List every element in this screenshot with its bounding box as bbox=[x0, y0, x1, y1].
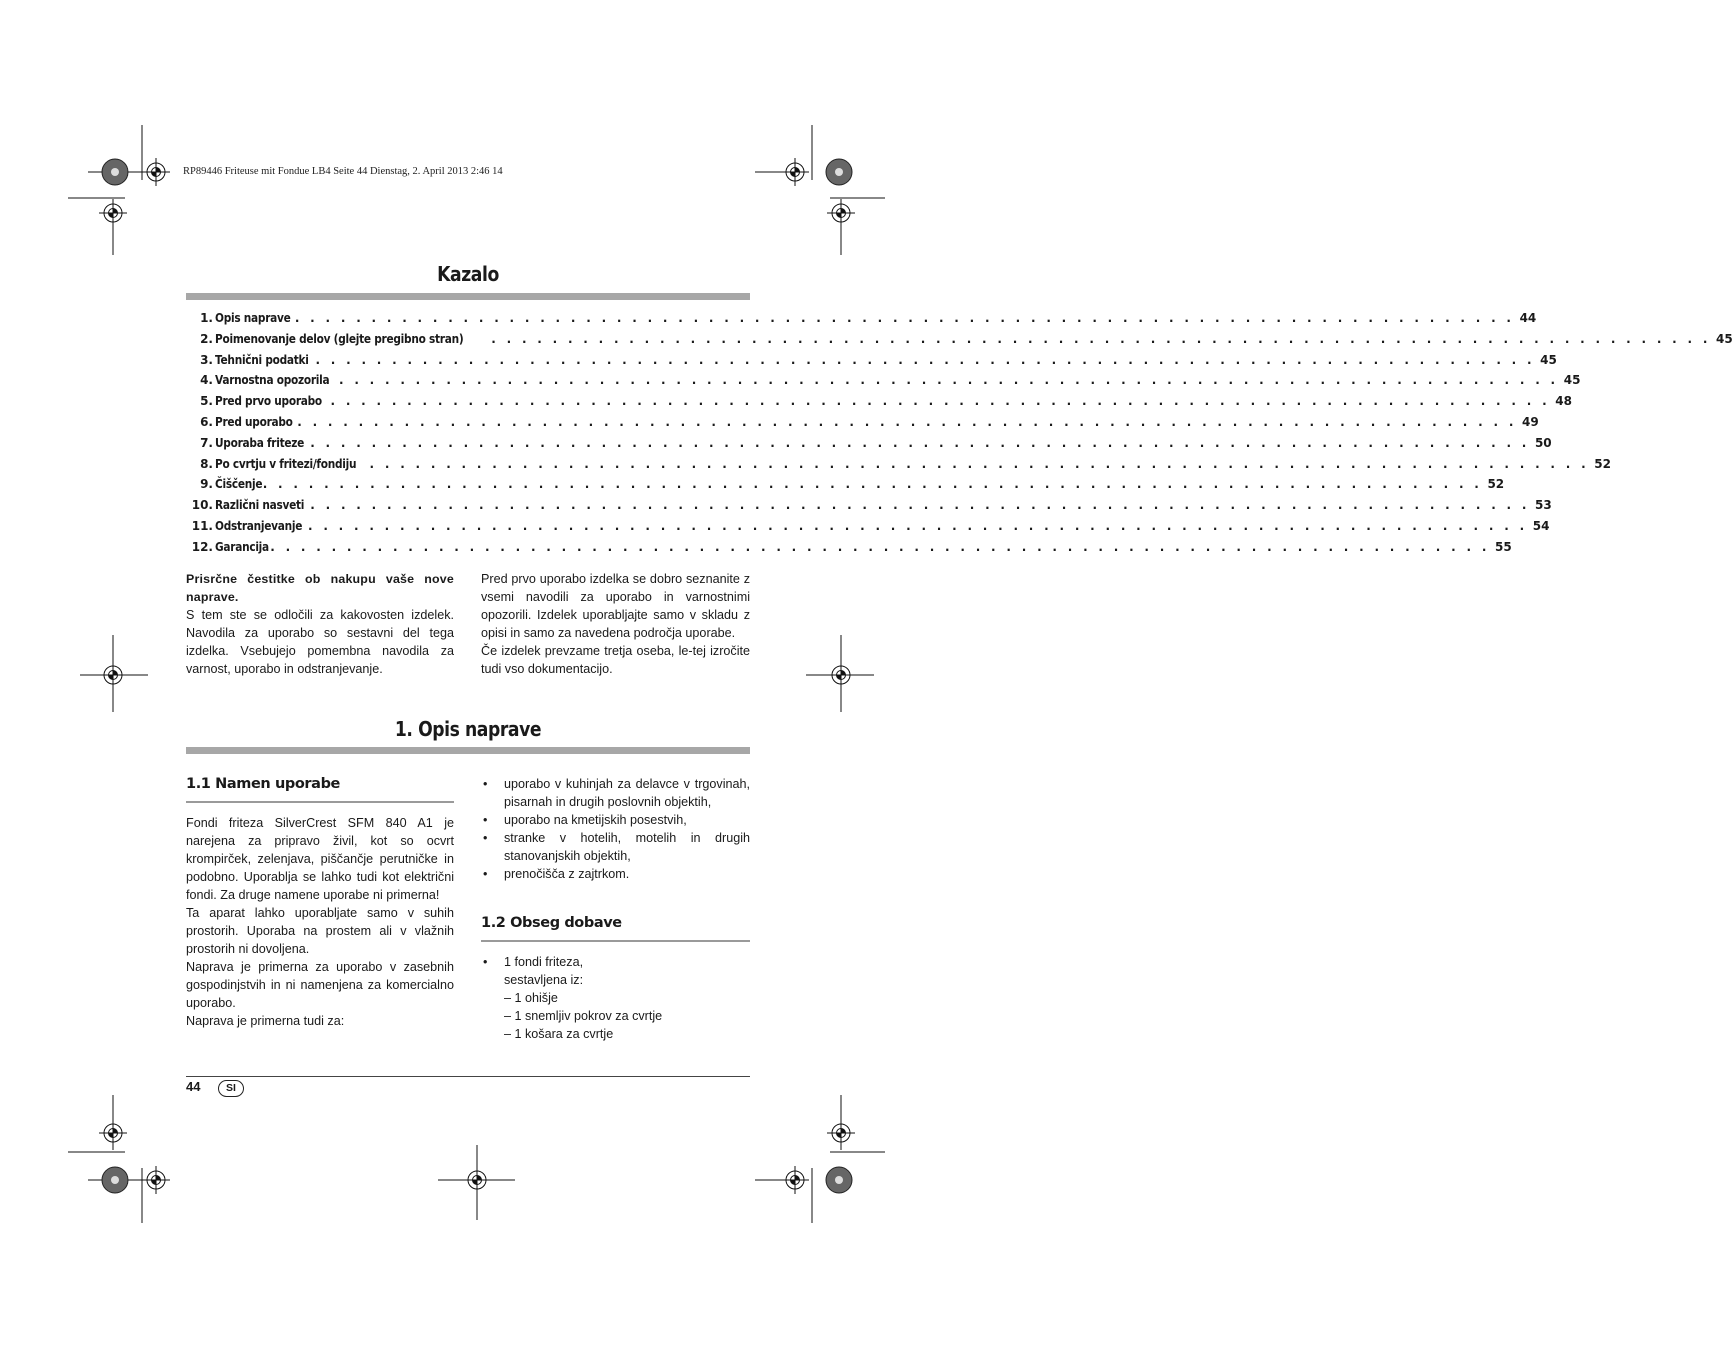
toc-entry-number: 6. bbox=[200, 414, 213, 429]
toc-heading-bar bbox=[186, 293, 750, 300]
toc-entry bbox=[186, 518, 1550, 540]
toc-entry-number: 2. bbox=[200, 331, 213, 346]
toc-entry bbox=[186, 435, 1552, 457]
toc-entry-title: Opis naprave bbox=[215, 311, 291, 325]
section-heading-bar bbox=[186, 747, 750, 754]
page-number: 44 bbox=[186, 1079, 201, 1094]
toc-leader-dots: . . . . . . . . . . . . . . . . . . . . . . . . . . . . . . . . . . . . . . . . . . . . . . . . . . . . . . . . . . . . . . . . . . . . . . . . . . . . . . . . bbox=[491, 331, 1711, 346]
toc-entry-page: 55 bbox=[1494, 539, 1512, 554]
toc-entry-page: 52 bbox=[1594, 456, 1611, 471]
toc-entry-page: 45 bbox=[1540, 352, 1557, 367]
toc-entry bbox=[186, 394, 1572, 415]
intro-lead: Prisrčne čestitke ob nakupu vaše nove naprave. bbox=[186, 572, 454, 604]
subsection-1-2-rule bbox=[481, 940, 750, 942]
footer-rule bbox=[186, 1076, 750, 1077]
toc-entry-title: Poimenovanje delov (glejte pregibno stran) bbox=[215, 331, 464, 346]
toc-entry-number: 1. bbox=[200, 311, 213, 325]
toc-leader-dots: . . . . . . . . . . . . . . . . . . . . . . . . . . . . . . . . . . . . . . . . . . . . . . . . . . . . . . . . . . . . . . . . . . . . . . . . . . . . . . . . bbox=[315, 352, 1535, 367]
intro-right-p1: Pred prvo uporabo izdelka se dobro seznanite z vsemi navodili za uporabo in varnostnimi opozorili. Izdelek uporabljajte samo v skladu z opisi in samo za navedena področja uporabe. bbox=[481, 572, 750, 640]
intro-left-text: S tem ste se odločili za kakovosten izdelek. Navodila za uporabo so sestavni del tega izdelka. Vsebujejo pomembna navodila za varnost, uporabo in odstranjevanje. bbox=[186, 608, 454, 676]
toc-leader-dots: . . . . . . . . . . . . . . . . . . . . . . . . . . . . . . . . . . . . . . . . . . . . . . . . . . . . . . . . . . . . . . . . . . . . . . . . . . . . . . . . bbox=[338, 373, 1559, 388]
toc-leader-dots: . . . . . . . . . . . . . . . . . . . . . . . . . . . . . . . . . . . . . . . . . . . . . . . . . . . . . . . . . . . . . . . . . . . . . . . . . . . . . . . . bbox=[294, 311, 1515, 325]
toc-entry bbox=[186, 539, 1512, 561]
toc-leader-dots: . . . . . . . . . . . . . . . . . . . . . . . . . . . . . . . . . . . . . . . . . . . . . . . . . . . . . . . . . . . . . . . . . . . . . . . . . . . . . . . . bbox=[310, 498, 1530, 513]
language-badge: SI bbox=[218, 1080, 244, 1097]
toc-entry-title: Pred uporabo bbox=[215, 414, 293, 429]
toc-entry-number: 9. bbox=[200, 477, 213, 492]
toc-heading: Kazalo bbox=[437, 262, 499, 286]
purpose-p3: Naprava je primerna za uporabo v zasebnih gospodinjstvih in ni namenjena za komercialno uporabo. bbox=[186, 960, 454, 1010]
toc-leader-dots: . . . . . . . . . . . . . . . . . . . . . . . . . . . . . . . . . . . . . . . . . . . . . . . . . . . . . . . . . . . . . . . . . . . . . . . . . . . . . . . . bbox=[310, 435, 1530, 450]
intro-right-p2: Če izdelek prevzame tretja oseba, le-tej izročite tudi vso dokumentacijo. bbox=[481, 644, 750, 676]
toc-entry-number: 5. bbox=[200, 394, 213, 409]
purpose-bullets bbox=[481, 775, 750, 883]
toc-leader-dots: . . . . . . . . . . . . . . . . . . . . . . . . . . . . . . . . . . . . . . . . . . . . . . . . . . . . . . . . . . . . . . . . . . . . . . . . . . . . . . . . bbox=[297, 414, 1517, 429]
toc-entry-number: 11. bbox=[191, 518, 213, 533]
section-heading: 1. Opis naprave bbox=[394, 717, 542, 741]
toc-leader-dots: . . . . . . . . . . . . . . . . . . . . . . . . . . . . . . . . . . . . . . . . . . . . . . . . . . . . . . . . . . . . . . . . . . . . . . . . . . . . . . . . bbox=[308, 518, 1528, 533]
delivery-dash-item: – 1 snemljiv pokrov za cvrtje bbox=[504, 1009, 663, 1023]
toc-entry-number: 3. bbox=[200, 352, 213, 367]
toc-entry-title: Varnostna opozorila bbox=[215, 373, 330, 388]
toc-entry-page: 45 bbox=[1716, 331, 1733, 346]
toc-entry-page: 48 bbox=[1555, 394, 1572, 409]
purpose-p2: Ta aparat lahko uporabljate samo v suhih prostorih. Uporaba na prostem ali v vlažnih prostorih ni dovoljena. bbox=[186, 906, 454, 956]
toc-entry-page: 50 bbox=[1534, 435, 1552, 450]
subsection-1-2-title: 1.2 Obseg dobave bbox=[481, 915, 622, 931]
toc-entry-title: Po cvrtju v fritezi/fondiju bbox=[215, 456, 357, 471]
purpose-p1: Fondi friteza SilverCrest SFM 840 A1 je narejena za pripravo živil, kot so ocvrt krompirček, zelenjava, piščančje perutničke in podobno. Uporablja se lahko tudi kot električni fondi. Za druge namene uporabe ni primerna! bbox=[186, 816, 454, 902]
delivery-dash-item: – 1 ohišje bbox=[504, 991, 558, 1005]
delivery-contents bbox=[481, 953, 750, 1043]
delivery-dash-item: – 1 košara za cvrtje bbox=[504, 1027, 614, 1041]
toc-entry-title: Tehnični podatki bbox=[215, 352, 309, 367]
list-item: • stranke v hotelih, motelih in drugih stanovanjskih objektih, bbox=[481, 829, 750, 865]
toc-leader-dots: . . . . . . . . . . . . . . . . . . . . . . . . . . . . . . . . . . . . . . . . . . . . . . . . . . . . . . . . . . . . . . . . . . . . . . . . . . . . . . . . bbox=[369, 456, 1589, 471]
toc-entry-page: 49 bbox=[1521, 414, 1539, 429]
toc-entry-number: 7. bbox=[200, 435, 213, 450]
toc-entry-page: 54 bbox=[1532, 518, 1550, 533]
toc-entry-title: Odstranjevanje bbox=[215, 518, 303, 533]
toc-leader-dots: . . . . . . . . . . . . . . . . . . . . . . . . . . . . . . . . . . . . . . . . . . . . . . . . . . . . . . . . . . . . . . . . . . . . . . . . . . . . . . . . bbox=[330, 394, 1550, 409]
toc-entry-page: 45 bbox=[1563, 373, 1581, 388]
toc-leader-dots: . . . . . . . . . . . . . . . . . . . . . . . . . . . . . . . . . . . . . . . . . . . . . . . . . . . . . . . . . . . . . . . . . . . . . . . . . . . . . . . . bbox=[262, 477, 1483, 492]
toc-entry-number: 8. bbox=[200, 456, 213, 471]
toc-entry bbox=[186, 373, 1581, 394]
intro-left-column bbox=[186, 570, 454, 678]
toc-entry bbox=[186, 456, 1611, 478]
toc-entry-page: 53 bbox=[1535, 498, 1552, 513]
intro-right-column bbox=[481, 570, 750, 678]
purpose-p4: Naprava je primerna tudi za: bbox=[186, 1014, 345, 1028]
toc-entry bbox=[186, 311, 1537, 332]
toc-entry bbox=[186, 498, 1552, 519]
delivery-line-1: • 1 fondi friteza, bbox=[504, 955, 584, 969]
toc-entry-page: 44 bbox=[1519, 311, 1537, 325]
toc-entry bbox=[186, 331, 1733, 353]
toc-leader-dots: . . . . . . . . . . . . . . . . . . . . . . . . . . . . . . . . . . . . . . . . . . . . . . . . . . . . . . . . . . . . . . . . . . . . . . . . . . . . . . . . bbox=[270, 539, 1490, 554]
print-slug: RP89446 Friteuse mit Fondue LB4 Seite 44 Dienstag, 2. April 2013 2:46 14 bbox=[183, 166, 503, 177]
toc-entry-title: Različni nasveti bbox=[215, 498, 305, 513]
toc-entry-title: Pred prvo uporabo bbox=[215, 394, 322, 409]
purpose-text bbox=[186, 814, 454, 1030]
toc-entry bbox=[186, 352, 1557, 374]
list-item bbox=[481, 953, 750, 1043]
list-item: • uporabo na kmetijskih posestvih, bbox=[481, 811, 750, 829]
toc-entry-title: Garancija bbox=[215, 539, 269, 554]
table-of-contents bbox=[186, 311, 1733, 561]
subsection-1-1-rule bbox=[186, 801, 454, 803]
toc-entry-title: Čiščenje bbox=[215, 477, 263, 492]
subsection-1-1-title: 1.1 Namen uporabe bbox=[186, 776, 340, 792]
toc-entry-number: 12. bbox=[191, 539, 213, 554]
delivery-line-2: sestavljena iz: bbox=[504, 973, 584, 987]
list-item: • uporabo v kuhinjah za delavce v trgovinah, pisarnah in drugih poslovnih objektih, bbox=[481, 775, 750, 811]
toc-entry bbox=[186, 477, 1505, 498]
toc-entry bbox=[186, 414, 1539, 436]
toc-entry-page: 52 bbox=[1487, 477, 1505, 492]
list-item: • prenočišča z zajtrkom. bbox=[481, 865, 750, 883]
toc-entry-number: 10. bbox=[191, 498, 213, 513]
toc-entry-title: Uporaba friteze bbox=[215, 435, 305, 450]
toc-entry-number: 4. bbox=[200, 373, 213, 388]
